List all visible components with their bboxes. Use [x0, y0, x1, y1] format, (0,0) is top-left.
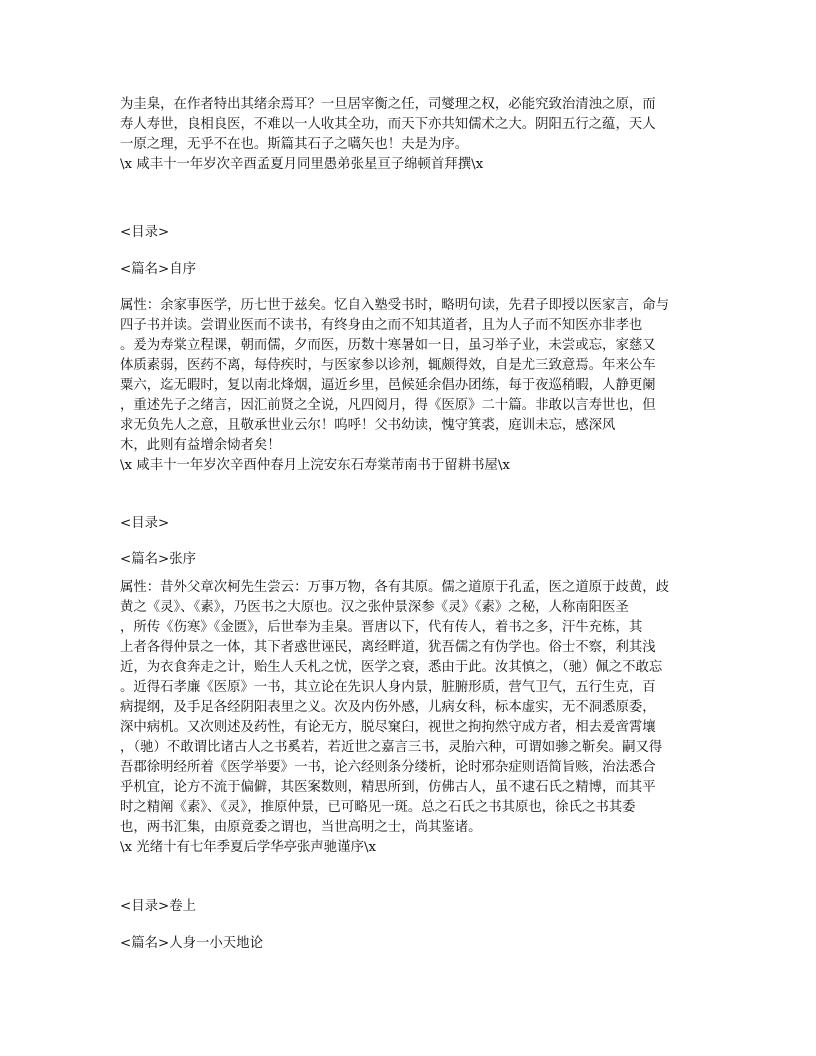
chapter-title: <篇名>人身一小天地论 — [120, 936, 263, 951]
text-line: 。近得石孝廉《医原》一书，其立论在先识人身内景，脏腑形质，营气卫气，五行生克，百 — [120, 680, 656, 695]
text-line: 属性：昔外父章次柯先生尝云：万事万物，各有其原。儒之道原于孔孟，医之道原于歧黄，歧 — [120, 580, 670, 595]
zhang-preface-body — [120, 578, 700, 858]
signature-line: \x 光绪十有七年季夏后学华亭张声驰谨序\x — [120, 840, 377, 855]
preface-continuation — [120, 95, 700, 175]
signature-line: \x 咸丰十一年岁次辛酉孟夏月同里愚弟张星亘子绵顿首拜撰\x — [120, 157, 484, 172]
text-line: 四子书并读。尝谓业医而不读书，有终身由之而不知其道者，且为人子而不知医亦非孝也 — [120, 318, 643, 333]
text-line: 乎机宜，论方不流于偏僻，其医案数则，精思所到，仿佛古人，虽不逮石氏之精博，而其平 — [120, 780, 656, 795]
text-line: 深中病机。又次则述及药性，有论无方，脱尽窠臼，视世之拘拘然守成方者，相去爰啻霄壤 — [120, 720, 656, 735]
self-preface-body — [120, 296, 700, 476]
text-line: 木，此则有益增余恸者矣！ — [120, 438, 281, 453]
text-line: ，重述先子之绪言，因汇前贤之全说，凡四阅月，得《医原》二十篇。非敢以言寿世也，但 — [120, 398, 656, 413]
text-line: 也，两书汇集，由原竟委之谓也，当世高明之士，尚其鉴诸。 — [120, 820, 482, 835]
text-line: 黄之《灵》、《素》，乃医书之大原也。汉之张仲景深参《灵》《素》之秘，人称南阳医圣 — [120, 600, 629, 615]
text-line: 时之精阐《素》、《灵》，推原仲景，已可略见一斑。总之石氏之书其原也，徐氏之书其委 — [120, 800, 636, 815]
text-line: 吾郡徐明经所着《医学举要》一书，论六经则条分缕析，论时邪杂症则语简旨赅，治法悉合 — [120, 760, 656, 775]
catalog-heading: <目录> — [120, 516, 170, 531]
text-line: ，所传《伤寒》《金匮》，后世奉为圭臬。晋唐以下，代有传人，着书之多，汗牛充栋，其 — [120, 620, 643, 635]
text-line: 上者各得仲景之一体，其下者惑世诬民，离经畔道，犹吾儒之有伪学也。俗士不察，利其浅 — [120, 640, 656, 655]
text-line: 属性：余家事医学，历七世于兹矣。忆自入塾受书时，略明句读，先君子即授以医家言，命与 — [120, 298, 670, 313]
text-line: 粟六，迄无暇时，复以南北烽烟，逼近乡里，邑候延余倡办团练，每于夜巡稍暇，人静更阑 — [120, 378, 656, 393]
text-line: 一原之理，无乎不在也。斯篇其石子之嚆矢也！夫是为序。 — [120, 137, 469, 152]
catalog-heading: <目录> — [120, 225, 170, 240]
text-line: 病提纲，及手足各经阴阳表里之义。次及内伤外感，儿病女科，标本虚实，无不洞悉原委， — [120, 700, 656, 715]
text-line: 近，为衣食奔走之计，贻生人夭札之忧，医学之衰，悉由于此。汝其慎之，（驰）佩之不敢忘 — [120, 660, 663, 675]
text-line: ，（驰）不敢谓比诸古人之书奚若，若近世之嘉言三书，灵胎六种，可谓如骖之靳矣。嗣又得 — [120, 740, 663, 755]
catalog-heading: <目录>卷上 — [120, 899, 197, 914]
text-line: 求无负先人之意，且敬承世业云尔！呜呼！父书幼读，愧守箕裘，庭训未忘，感深风 — [120, 418, 616, 433]
text-line: 。爰为寿棠立程课，朝而儒，夕而医，历数十寒暑如一日，虽习举子业，未尝或忘，家慈又 — [120, 338, 656, 353]
signature-line: \x 咸丰十一年岁次辛酉仲春月上浣安东石寿棠芾南书于留耕书屋\x — [120, 458, 510, 473]
text-line: 体质素弱，医药不离，每侍疾时，与医家参以诊剂，辄颇得效，自是尤三致意焉。年来公车 — [120, 358, 656, 373]
text-line: 寿人寿世，良相良医，不难以一人收其全功，而天下亦共知儒术之大。阴阳五行之蕴，天人 — [120, 117, 656, 132]
chapter-title: <篇名>自序 — [120, 262, 197, 277]
text-line: 为圭臬，在作者特出其绪余焉耳？一旦居宰衡之任，司燮理之权，必能究致治清浊之原，而 — [120, 97, 656, 112]
chapter-title: <篇名>张序 — [120, 552, 197, 567]
